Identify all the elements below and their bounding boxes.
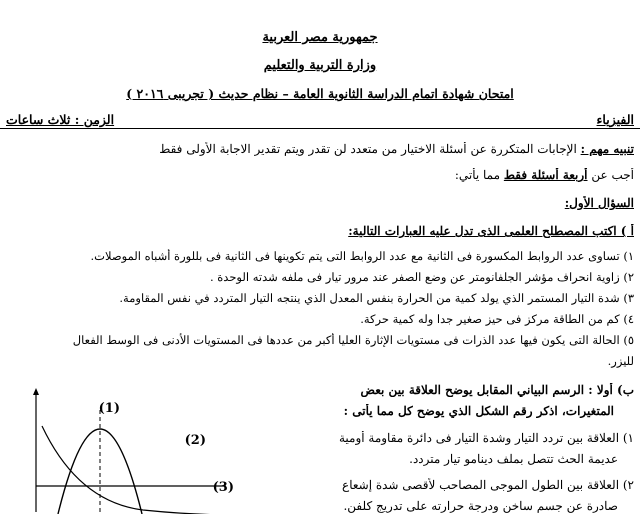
instruction-line bbox=[6, 168, 634, 182]
instruction-bold: أربعة أسئلة فقط bbox=[503, 168, 588, 182]
curve-1-label: (1) bbox=[98, 401, 120, 416]
exam-title: امتحان شهادة اتمام الدراسة الثانوية العامة – نظام حديث ( تجريبى ٢٠١٦ ) bbox=[126, 86, 514, 101]
part-a-title: أ ) اكتب المصطلح العلمى الذى تدل عليه العبارات التالية: bbox=[348, 224, 634, 238]
part-b-item-1: ١) العلاقة بين تردد التيار وشدة التيار فى دائرة مقاومة أومية bbox=[338, 431, 634, 445]
question1-title: السؤال الأول: bbox=[564, 196, 634, 210]
part-b-item-1-cont: عديمة الحث تتصل بملف دينامو تيار متردد. bbox=[409, 452, 618, 466]
notice-label: تنبيه مهم : bbox=[580, 142, 634, 156]
instruction-post: مما يأتي: bbox=[454, 168, 504, 182]
part-a-item-1: ١) تساوى عدد الروابط المكسورة فى الثانية مع عدد الروابط التى يتم تكوينها فى الثانية فى بللورة أشباه الموصلات. bbox=[90, 249, 634, 263]
part-b-title-1: ب) أولا : الرسم البياني المقابل يوضح العلاقة بين بعض bbox=[360, 383, 634, 397]
curve-2-label: (2) bbox=[184, 433, 206, 448]
part-b-item-2-cont: صادرة عن جسم ساخن ودرجة حرارته على تدريج كلفن. bbox=[343, 499, 618, 513]
instruction-pre: أجب عن bbox=[587, 168, 634, 182]
subject-label: الفيزياء bbox=[596, 112, 634, 127]
y-axis-arrow bbox=[33, 388, 39, 395]
relationship-graph bbox=[8, 384, 298, 514]
part-a-item-5: ٥) الحالة التى يكون فيها عدد الذرات فى مستويات الإثارة العليا أكبر من عددها فى المستويات الأدنى فى الوسط الفعال bbox=[72, 333, 634, 347]
part-a-item-5-cont: لليزر. bbox=[607, 354, 634, 368]
part-b-title-2: المتغيرات، اذكر رقم الشكل الذي يوضح كل مما يأتى : bbox=[343, 404, 614, 418]
header-divider bbox=[0, 128, 640, 129]
part-a-item-3: ٣) شدة التيار المستمر الذي يولد كمية من الحرارة بنفس المعدل الذي ينتجه التيار المتردد في نفس المقاومة. bbox=[119, 291, 634, 305]
notice-text: الإجابات المتكررة عن أسئلة الاختيار من متعدد لن تقدر ويتم تقدير الاجابة الأولى فقط bbox=[159, 142, 581, 156]
part-a-item-4: ٤) كم من الطاقة مركز فى حيز صغير جدا وله كمية حركة. bbox=[360, 312, 634, 326]
notice-line bbox=[6, 142, 634, 156]
country-heading: جمهورية مصر العربية bbox=[262, 30, 378, 45]
part-b-item-2: ٢) العلاقة بين الطول الموجى المصاحب لأقصى شدة إشعاع bbox=[342, 478, 634, 492]
time-label: الزمن : ثلاث ساعات bbox=[6, 112, 115, 127]
part-a-item-2: ٢) زاوية انحراف مؤشر الجلفانومتر عن وضع الصفر عند مرور تيار فى ملفه شدته الوحدة . bbox=[209, 270, 634, 284]
curve-3-label: (3) bbox=[212, 480, 234, 495]
ministry-heading: وزارة التربية والتعليم bbox=[263, 58, 377, 73]
